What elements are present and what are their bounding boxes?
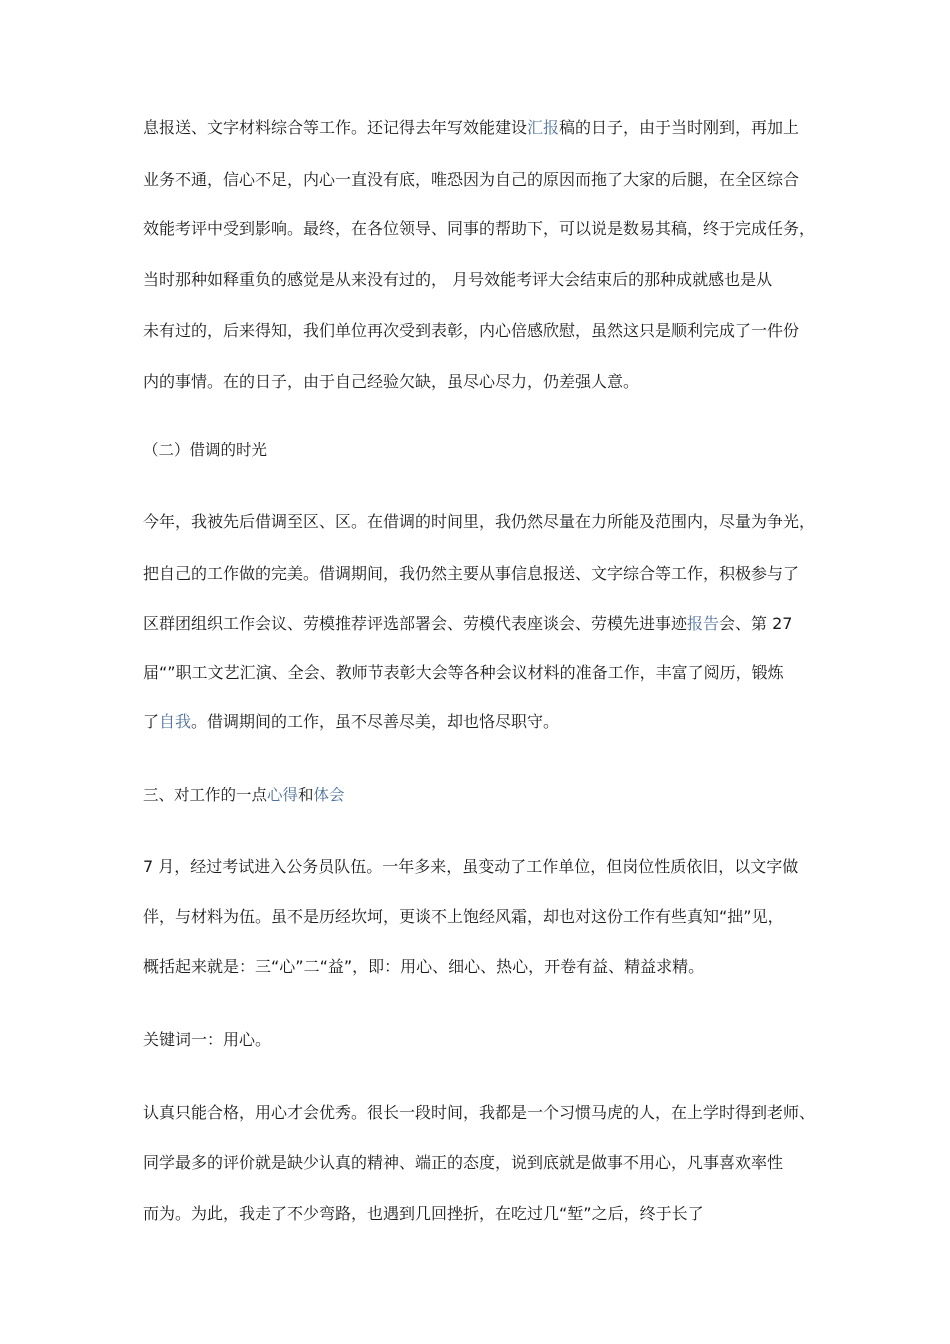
text-segment: 而为。为此，我走了不少弯路，也遇到几回挫折，在吃过几“堑”之后，终于长了 [143,1204,704,1223]
text-segment: 稿的日子，由于当时刚到，再加上 [559,118,800,137]
paragraph-line [143,218,815,240]
paragraph-line [143,269,772,291]
paragraph-line [143,711,559,733]
inline-link[interactable]: 汇报 [527,118,560,137]
paragraph-line [143,1203,704,1225]
text-segment: 7 月，经过考试进入公务员队伍。一年多来，虽变动了工作单位，但岗位性质依旧，以文字做 [143,857,799,876]
text-segment: 伴，与材料为伍。虽不是历经坎坷，更谈不上饱经风霜，却也对这份工作有些真知“拙”见， [143,907,784,926]
text-segment: 内的事情。在的日子，由于自己经验欠缺，虽尽心尽力，仍差强人意。 [143,372,640,391]
paragraph-line [143,1152,783,1174]
paragraph-line [143,320,799,342]
text-segment: 了 [143,712,160,731]
text-segment: 同学最多的评价就是缺少认真的精神、端正的态度，说到底就是做事不用心，凡事喜欢率性 [143,1153,784,1172]
text-segment: （二）借调的时光 [143,441,268,459]
text-segment: 。借调期间的工作，虽不尽善尽美，却也恪尽职守。 [191,712,560,731]
paragraph-line [143,1102,815,1124]
paragraph-line [143,956,704,978]
paragraph-line [143,613,792,635]
paragraph-line [143,371,639,393]
paragraph-line [143,511,815,533]
text-segment: 息报送、文字材料综合等工作。还记得去年写效能建设 [143,118,528,137]
section-heading [143,784,345,806]
paragraph-line [143,169,799,191]
paragraph-line [143,563,799,585]
text-segment: 未有过的，后来得知，我们单位再次受到表彰，内心倍感欣慰，虽然这只是顺利完成了一件份 [143,321,800,340]
paragraph-line [143,117,799,139]
text-segment: 业务不通，信心不足，内心一直没有底，唯恐因为自己的原因而拖了大家的后腿，在全区综合 [143,170,800,189]
text-segment: 认真只能合格，用心才会优秀。很长一段时间，我都是一个习惯马虎的人，在上学时得到老师、 [143,1103,816,1122]
inline-link[interactable]: 报告 [687,614,720,633]
text-segment: 三、对工作的一点 [143,786,268,804]
text-segment: 会、第 27 [719,614,793,633]
paragraph-line [143,1029,271,1051]
text-segment: 效能考评中受到影响。最终，在各位领导、同事的帮助下，可以说是数易其稿，终于完成任务， [143,219,816,238]
text-segment: 今年，我被先后借调至区、区。在借调的时间里，我仍然尽量在力所能及范围内，尽量为争光， [143,512,816,531]
text-segment: 届“”职工文艺汇演、全会、教师节表彰大会等各种会议材料的准备工作，丰富了阅历，锻炼 [143,663,784,682]
paragraph-line [143,856,798,878]
text-segment: 关键词一：用心。 [143,1030,272,1049]
inline-link[interactable]: 体会 [313,786,345,804]
text-segment: 概括起来就是：三“心”二“益”，即：用心、细心、热心，开卷有益、精益求精。 [143,957,705,976]
paragraph-line [143,906,784,928]
section-heading [143,439,267,461]
text-segment: 当时那种如释重负的感觉是从来没有过的， 月号效能考评大会结束后的那种成就感也是从 [143,270,773,289]
text-segment: 和 [298,786,314,804]
paragraph-line [143,662,784,684]
inline-link[interactable]: 自我 [159,712,192,731]
text-segment: 区群团组织工作会议、劳模推荐评选部署会、劳模代表座谈会、劳模先进事迹 [143,614,688,633]
inline-link[interactable]: 心得 [267,786,299,804]
text-segment: 把自己的工作做的完美。借调期间，我仍然主要从事信息报送、文字综合等工作，积极参与了 [143,564,800,583]
